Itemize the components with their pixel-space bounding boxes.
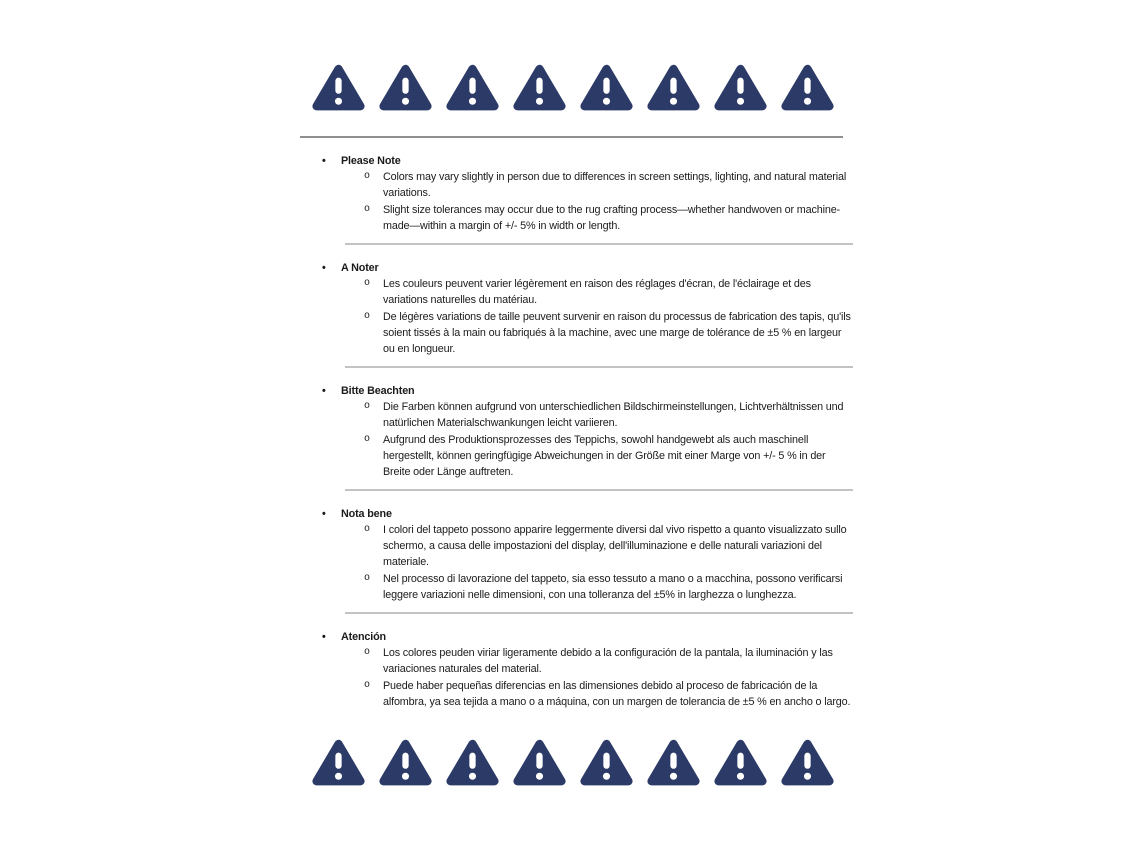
note-item-text: De légères variations de taille peuvent survenir en raison du processus de fabrication des tapis, qu'ils soient tissés à la main ou fabriqués à la machine, avec une marge de tolérance de ±5 % en largeur ou en longueur. [383, 311, 851, 355]
section-please-note [300, 138, 853, 243]
section-a-noter [300, 245, 853, 366]
warning-triangle-icon [781, 735, 834, 791]
bullet-dot: • [322, 508, 326, 520]
warning-triangle-icon [312, 735, 365, 791]
sub-bullet: o [364, 680, 370, 691]
warning-triangle-icon [513, 60, 566, 116]
note-item [300, 202, 853, 234]
section-heading-label: A Noter [341, 262, 379, 274]
warning-triangle-icon [580, 60, 633, 116]
sub-bullet: o [364, 204, 370, 215]
note-item [300, 399, 853, 431]
note-item [300, 276, 853, 308]
note-item-text: Slight size tolerances may occur due to the rug crafting process—whether handwoven or machine-made—within a margin of +/- 5% in width or length. [383, 204, 841, 232]
warning-row-bottom [0, 735, 1145, 791]
note-item [300, 678, 853, 710]
note-item-text: Colors may vary slightly in person due to differences in screen settings, lighting, and natural material variations. [383, 171, 847, 199]
note-item-text: I colori del tappeto possono apparire leggermente diversi dal vivo rispetto a quanto visualizzato sullo schermo, a causa delle impostazioni del display, dell'illuminazione e delle naturali variazioni del materiale. [383, 524, 847, 568]
warning-triangle-icon [647, 60, 700, 116]
warning-triangle-icon [714, 60, 767, 116]
warning-triangle-icon [714, 735, 767, 791]
bullet-dot: • [322, 262, 326, 274]
note-item-text: Puede haber pequeñas diferencias en las dimensiones debido al proceso de fabricación de la alfombra, ya sea tejida a mano o a máquina, con un margen de tolerancia de ±5 % en ancho o largo. [383, 680, 851, 708]
warning-triangle-icon [312, 60, 365, 116]
section-atencion [300, 614, 853, 719]
section-nota-bene [300, 491, 853, 612]
warning-triangle-icon [379, 60, 432, 116]
note-item-text: Die Farben können aufgrund von unterschiedlichen Bildschirmeinstellungen, Lichtverhältnissen und natürlichen Materialschwankungen leicht variieren. [383, 401, 844, 429]
section-heading-label: Please Note [341, 155, 401, 167]
section-heading-label: Bitte Beachten [341, 385, 415, 397]
section-heading [300, 629, 853, 645]
sub-bullet: o [364, 401, 370, 412]
warning-triangle-icon [580, 735, 633, 791]
warning-triangle-icon [647, 735, 700, 791]
sub-bullet: o [364, 171, 370, 182]
section-heading [300, 506, 853, 522]
note-item-text: Nel processo di lavorazione del tappeto, sia esso tessuto a mano o a macchina, possono verificarsi leggere variazioni nelle dimensioni, con una tolleranza del ±5% in larghezza o lunghezza. [383, 573, 843, 601]
sub-bullet: o [364, 524, 370, 535]
notes-content [300, 138, 853, 719]
note-item-text: Aufgrund des Produktionsprozesses des Teppichs, sowohl handgewebt als auch maschinell hergestellt, können geringfügige Abweichungen in der Größe mit einer Marge von +/- 5 % in der Breite oder Länge auftreten. [383, 434, 826, 478]
warning-row-top [0, 0, 1145, 116]
note-item [300, 522, 853, 570]
section-heading-label: Nota bene [341, 508, 392, 520]
sub-bullet: o [364, 434, 370, 445]
note-item-text: Les couleurs peuvent varier légèrement en raison des réglages d'écran, de l'éclairage et des variations naturelles du matériau. [383, 278, 811, 306]
section-heading [300, 383, 853, 399]
warning-triangle-icon [379, 735, 432, 791]
warning-triangle-icon [513, 735, 566, 791]
section-bitte-beachten [300, 368, 853, 489]
note-item [300, 432, 853, 480]
section-heading [300, 260, 853, 276]
bullet-dot: • [322, 155, 326, 167]
note-item [300, 309, 853, 357]
note-item [300, 169, 853, 201]
note-item [300, 571, 853, 603]
sub-bullet: o [364, 311, 370, 322]
note-item-text: Los colores peuden viriar ligeramente debido a la configuración de la pantala, la iluminación y las variaciones naturales del material. [383, 647, 833, 675]
sub-bullet: o [364, 278, 370, 289]
warning-triangle-icon [446, 735, 499, 791]
sub-bullet: o [364, 573, 370, 584]
sub-bullet: o [364, 647, 370, 658]
section-heading [300, 153, 853, 169]
section-heading-label: Atención [341, 631, 386, 643]
warning-triangle-icon [446, 60, 499, 116]
note-item [300, 645, 853, 677]
warning-triangle-icon [781, 60, 834, 116]
bullet-dot: • [322, 631, 326, 643]
bullet-dot: • [322, 385, 326, 397]
